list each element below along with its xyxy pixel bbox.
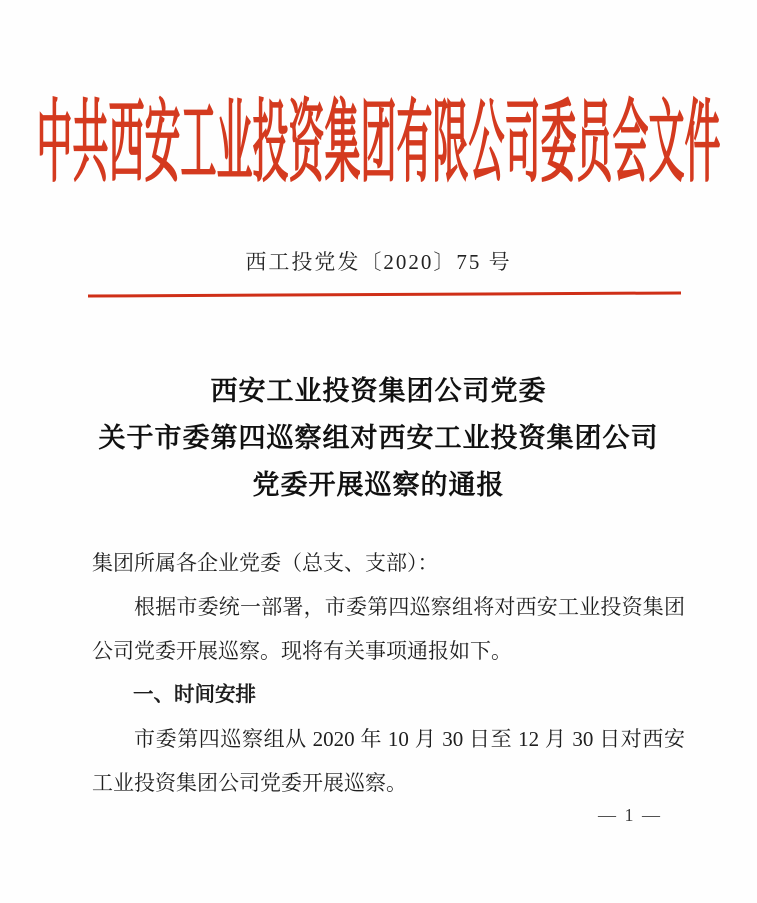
letterhead-title: 中共西安工业投资集团有限公司委员会文件	[36, 93, 721, 193]
title-line-3: 党委开展巡察的通报	[252, 470, 505, 500]
page-number: — 1 —	[598, 805, 662, 825]
letterhead	[0, 93, 757, 193]
document-title	[0, 368, 757, 509]
paragraph-schedule: 市委第四巡察组从 2020 年 10 月 30 日至 12 月 30 日对西安工业投资集团公司党委开展巡察。	[92, 727, 685, 795]
paragraph-intro: 根据市委统一部署，市委第四巡察组将对西安工业投资集团公司党委开展巡察。现将有关事项通报如下。	[92, 595, 685, 663]
section-heading-1: 一、时间安排	[133, 683, 256, 706]
title-line-2: 关于市委第四巡察组对西安工业投资集团公司	[98, 423, 659, 453]
red-divider-rule	[88, 291, 681, 297]
document-body	[92, 541, 685, 805]
document-number: 西工投党发〔2020〕75 号	[245, 250, 512, 274]
salutation: 集团所属各企业党委（总支、支部）：	[92, 551, 439, 575]
title-line-1: 西安工业投资集团公司党委	[210, 376, 547, 406]
